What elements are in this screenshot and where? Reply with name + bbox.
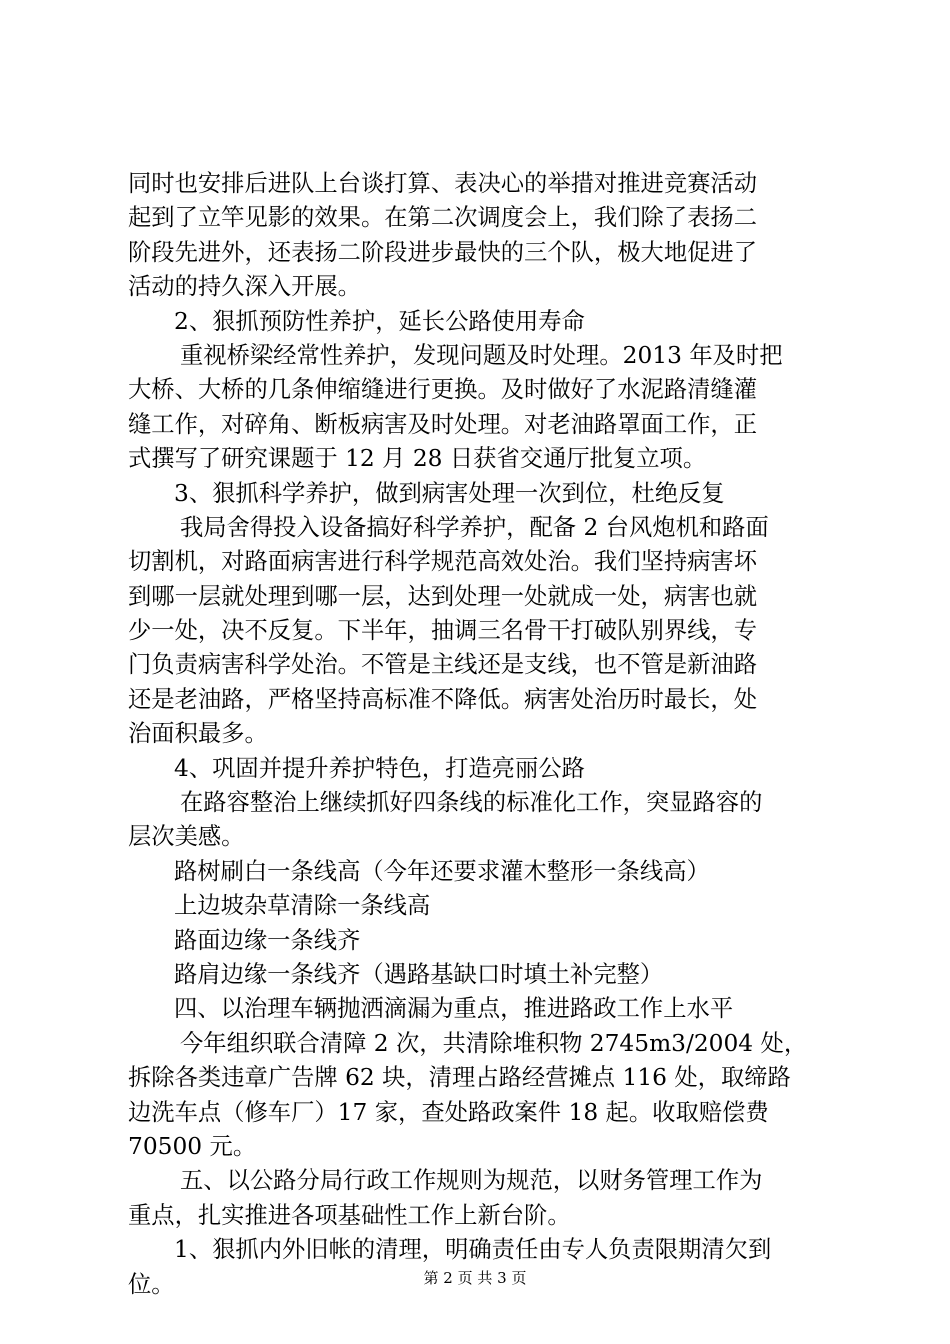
- text-line: 缝工作，对碎角、断板病害及时处理。对老油路罩面工作，正: [128, 410, 758, 438]
- list-item: 上边坡杂草清除一条线高: [174, 892, 431, 920]
- text-line: 到哪一层就处理到哪一层，达到处理一处就成一处，病害也就: [128, 582, 758, 610]
- text-line: 我局舍得投入设备搞好科学养护，配备 2 台风炮机和路面: [180, 513, 769, 541]
- section-heading: 1、狠抓内外旧帐的清理，明确责任由专人负责限期清欠到: [174, 1236, 772, 1264]
- section-heading: 五、以公路分局行政工作规则为规范，以财务管理工作为: [180, 1167, 763, 1195]
- text-line: 在路容整治上继续抓好四条线的标准化工作，突显路容的: [180, 789, 763, 817]
- section-heading: 四、以治理车辆抛洒滴漏为重点，推进路政工作上水平: [174, 995, 734, 1023]
- text-line: 治面积最多。: [128, 720, 268, 748]
- document-body: [128, 167, 833, 1302]
- section-heading: 2、狠抓预防性养护，延长公路使用寿命: [174, 307, 585, 335]
- list-item: 路树刷白一条线高（今年还要求灌木整形一条线高）: [174, 857, 710, 885]
- text-line: 位。: [128, 1270, 175, 1298]
- section-heading: 3、狠抓科学养护，做到病害处理一次到位，杜绝反复: [174, 479, 725, 507]
- list-item: 路肩边缘一条线齐（遇路基缺口时填土补完整）: [174, 960, 664, 988]
- text-line: 活动的持久深入开展。: [128, 273, 361, 301]
- text-line: 门负责病害科学处治。不管是主线还是支线，也不管是新油路: [128, 651, 758, 679]
- text-line: 切割机，对路面病害进行科学规范高效处治。我们坚持病害坏: [128, 548, 758, 576]
- text-line: 边洗车点（修车厂）17 家，查处路政案件 18 起。收取赔偿费: [128, 1098, 769, 1126]
- text-line: 重点，扎实推进各项基础性工作上新台阶。: [128, 1201, 571, 1229]
- text-line: 式撰写了研究课题于 12 月 28 日获省交通厅批复立项。: [128, 445, 707, 473]
- text-line: 拆除各类违章广告牌 62 块，清理占路经营摊点 116 处，取缔路: [128, 1064, 791, 1092]
- text-line: 层次美感。: [128, 823, 245, 851]
- text-line: 少一处，决不反复。下半年，抽调三名骨干打破队别界线，专: [128, 617, 758, 645]
- text-line: 大桥、大桥的几条伸缩缝进行更换。及时做好了水泥路清缝灌: [128, 376, 758, 404]
- text-line: 重视桥梁经常性养护，发现问题及时处理。2013 年及时把: [180, 341, 783, 369]
- text-line: 70500 元。: [128, 1132, 257, 1160]
- text-line: 阶段先进外，还表扬二阶段进步最快的三个队，极大地促进了: [128, 238, 758, 266]
- section-heading: 4、巩固并提升养护特色，打造亮丽公路: [174, 754, 585, 782]
- page-footer: 第 2 页 共 3 页: [423, 1269, 527, 1287]
- text-line: 同时也安排后进队上台谈打算、表决心的举措对推进竞赛活动: [128, 170, 758, 197]
- list-item: 路面边缘一条线齐: [174, 926, 361, 954]
- text-line: 起到了立竿见影的效果。在第二次调度会上，我们除了表扬二: [128, 204, 758, 232]
- text-line: 还是老油路，严格坚持高标准不降低。病害处治历时最长，处: [128, 685, 758, 713]
- text-line: 今年组织联合清障 2 次，共清除堆积物 2745m3/2004 处，: [180, 1029, 808, 1057]
